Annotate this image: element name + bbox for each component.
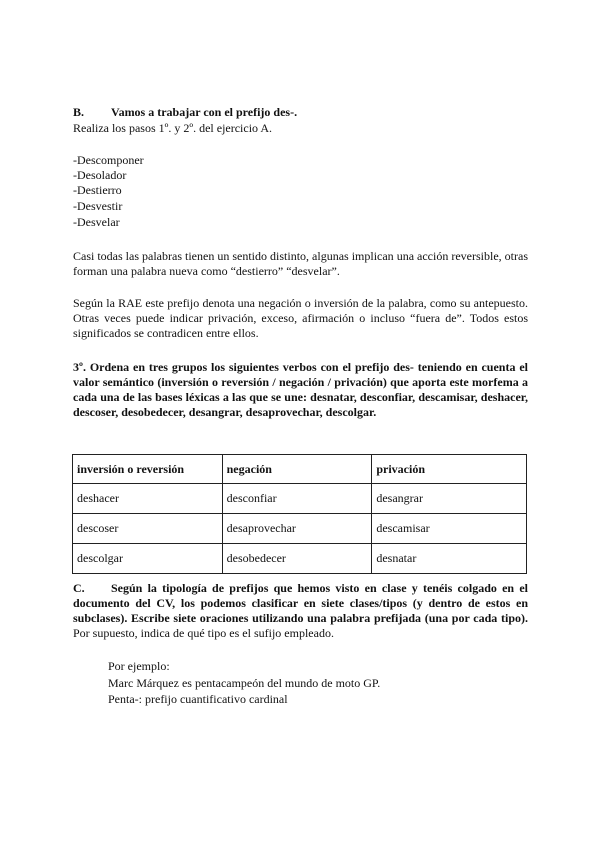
table-cell: descolgar bbox=[73, 544, 223, 574]
example-label: Por ejemplo: bbox=[108, 659, 170, 673]
exercise-3-instructions: 3º. Ordena en tres grupos los siguientes verbos con el prefijo des- teniendo en cuenta el valor semántico (inversión o reversión / negación / privación) que aporta este morfema a cada una de las bases léxicas a las que se une: desnatar, desconfiar, descamisar, deshacer, descoser, desobedecer, desangrar, desaprovechar, descolgar. bbox=[73, 360, 528, 419]
section-b-heading bbox=[73, 105, 297, 120]
example-explanation: Penta-: prefijo cuantificativo cardinal bbox=[108, 692, 288, 706]
section-b-title: Vamos a trabajar con el prefijo des-. bbox=[111, 105, 298, 119]
table-cell: deshacer bbox=[73, 484, 223, 514]
section-c-instructions: Según la tipología de prefijos que hemos visto en clase y tenéis colgado en el documento del CV, los podemos clasificar en siete clases/tipos (y dentro de estos en subclases). Escribe siete oraciones utilizando una palabra prefijada (una por cada tipo). bbox=[73, 581, 528, 625]
example-sentence: Marc Márquez es pentacampeón del mundo de moto GP. bbox=[108, 676, 381, 690]
section-c-letter: C. bbox=[73, 581, 85, 595]
word-list-item: -Destierro bbox=[73, 183, 122, 197]
section-c-note: Por supuesto, indica de qué tipo es el sufijo empleado. bbox=[73, 626, 334, 640]
table-header-cell: negación bbox=[222, 455, 372, 484]
table-cell: descamisar bbox=[372, 514, 527, 544]
word-list-item: -Desolador bbox=[73, 168, 127, 182]
table-row bbox=[73, 484, 527, 514]
table-header-row bbox=[73, 455, 527, 484]
section-b-instruction: Realiza los pasos 1º. y 2º. del ejercicio A. bbox=[73, 121, 273, 135]
table-cell: desangrar bbox=[372, 484, 527, 514]
table-row bbox=[73, 544, 527, 574]
paragraph-rae: Según la RAE este prefijo denota una negación o inversión de la palabra, como su antepuesto. Otras veces puede indicar privación, exceso, afirmación o incluso “fuera de”. Todos estos significados se contradicen entre ellos. bbox=[73, 296, 528, 340]
table-cell: desnatar bbox=[372, 544, 527, 574]
table-header-cell: inversión o reversión bbox=[73, 455, 223, 484]
section-b-letter: B. bbox=[73, 105, 85, 119]
table-cell: desaprovechar bbox=[222, 514, 372, 544]
verb-classification-table bbox=[72, 454, 527, 574]
paragraph-reversible: Casi todas las palabras tienen un sentido distinto, algunas implican una acción reversible, otras forman una palabra nueva como “destierro” “desvelar”. bbox=[73, 249, 528, 278]
table-cell: descoser bbox=[73, 514, 223, 544]
word-list-item: -Desvestir bbox=[73, 199, 123, 213]
table-cell: desconfiar bbox=[222, 484, 372, 514]
word-list-item: -Descomponer bbox=[73, 153, 144, 167]
section-c-block bbox=[73, 581, 528, 641]
table-header-cell: privación bbox=[372, 455, 527, 484]
table-row bbox=[73, 514, 527, 544]
table-cell: desobedecer bbox=[222, 544, 372, 574]
word-list-item: -Desvelar bbox=[73, 215, 120, 229]
